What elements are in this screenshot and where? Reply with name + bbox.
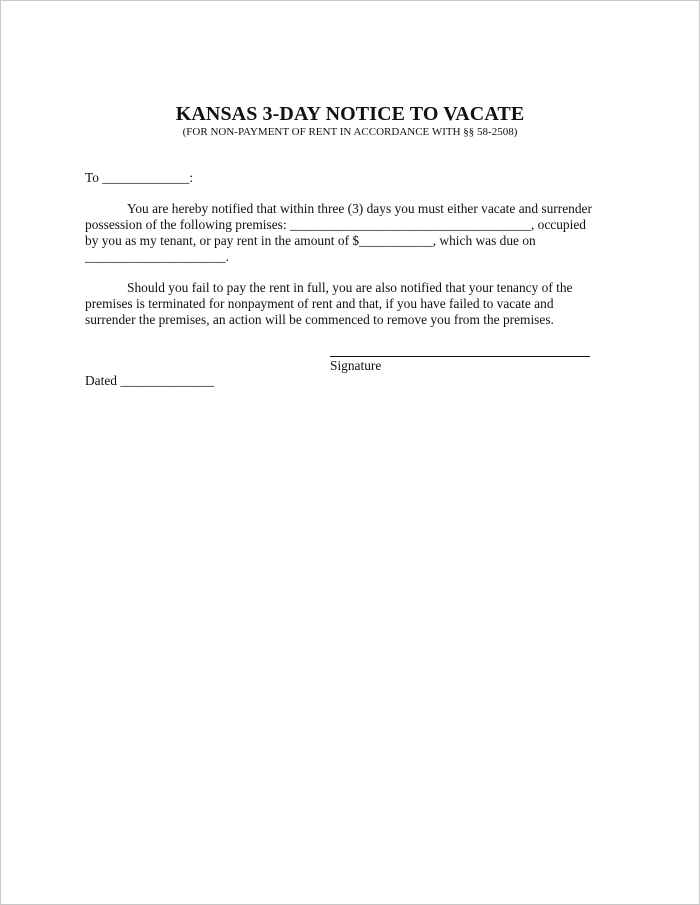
dated-line: Dated ______________ bbox=[85, 373, 215, 388]
paragraph-line: premises is terminated for nonpayment of rent and that, if you have failed to vacate and bbox=[85, 296, 554, 311]
paragraph-line: surrender the premises, an action will be commenced to remove you from the premises. bbox=[85, 312, 554, 327]
signature-label: Signature bbox=[330, 358, 382, 373]
to-line: To _____________: bbox=[85, 170, 194, 185]
page-subtitle: (FOR NON-PAYMENT OF RENT IN ACCORDANCE WITH §§ 58-2508) bbox=[182, 126, 518, 138]
paragraph-line: possession of the following premises: ____________________________________, occupied bbox=[85, 217, 586, 232]
page-title: KANSAS 3-DAY NOTICE TO VACATE bbox=[175, 103, 525, 125]
paragraph-line: by you as my tenant, or pay rent in the amount of $___________, which was due on bbox=[85, 233, 536, 248]
paragraph-line: _____________________. bbox=[85, 249, 229, 264]
signature-line bbox=[330, 356, 590, 357]
paragraph-line: You are hereby notified that within three (3) days you must either vacate and surrender bbox=[127, 201, 592, 216]
paragraph-line: Should you fail to pay the rent in full, you are also notified that your tenancy of the bbox=[127, 280, 573, 295]
